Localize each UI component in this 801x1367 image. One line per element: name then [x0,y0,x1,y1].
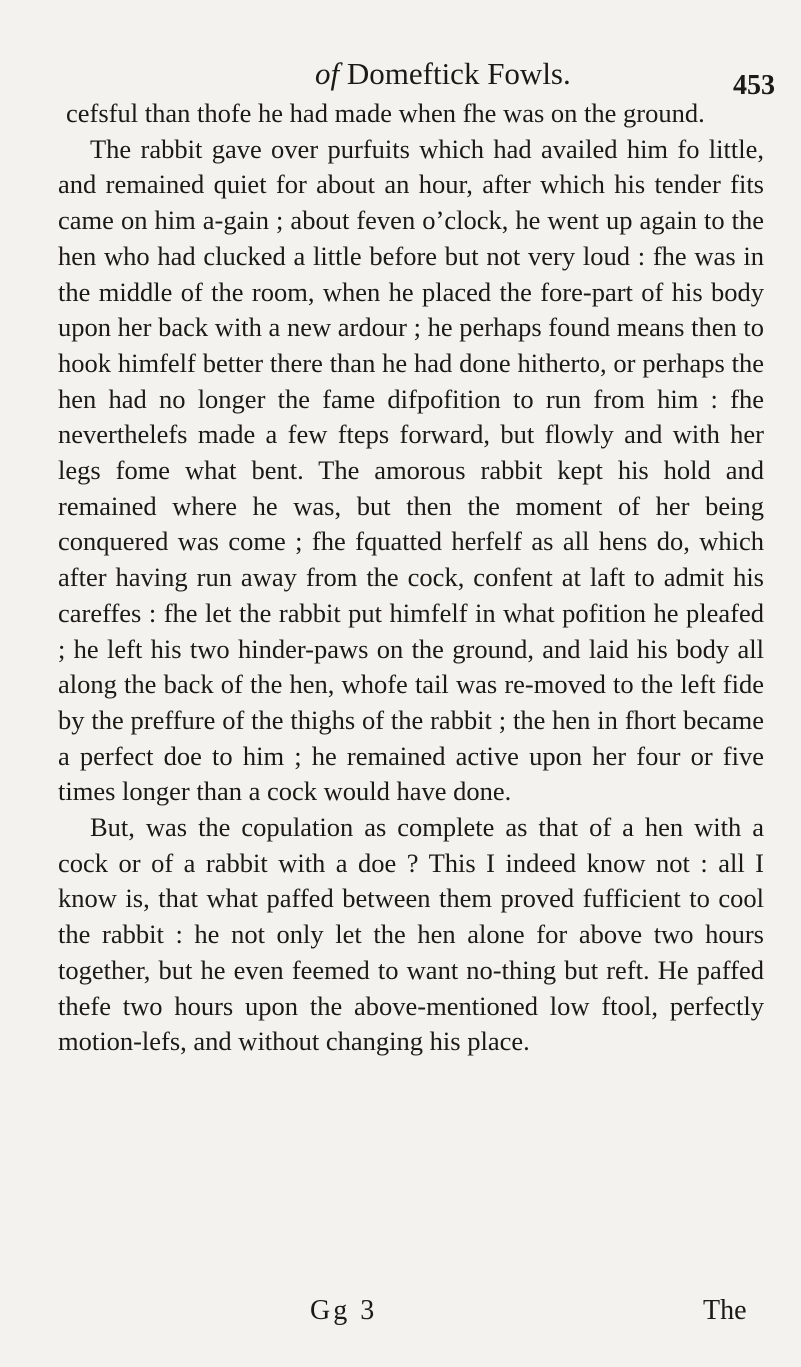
paragraph-rabbit-pursuit: The rabbit gave over purfuits which had availed him fo little, and remained quiet for about an hour, after which his tender fits came on him a-gain ; about feven o’clock, he went up again to the hen who had clucked a little before but not very loud : fhe was in the middle of the room, when he placed the fore-part of his body upon her back with a new ardour ; he perhaps found means then to hook himfelf better there than he had done hitherto, or perhaps the hen had no longer the fame difpofition to run from him : fhe neverthelefs made a few fteps forward, but flowly and with her legs fome what bent. The amorous rabbit kept his hold and remained where he was, but then the moment of her being conquered was come ; fhe fquatted herfelf as all hens do, which after having run away from the cock, confent at laft to admit his careffes : fhe let the rabbit put himfelf in what pofition he pleafed ; he left his two hinder-paws on the ground, and laid his body all along the back of the hen, whofe tail was re-moved to the left fide by the preffure of the thighs of the rabbit ; the hen in fhort became a perfect doe to him ; he remained active upon her four or five times longer than a cock would have done. [58,133,764,807]
page-number: 453 [733,70,775,101]
catchword: The [703,1295,747,1326]
paragraph-copulation-question: But, was the copulation as complete as that of a hen with a cock or of a rabbit with a doe ? This I indeed know not : all I know is, that what paffed between them proved fufficient to cool the rabbit : he not only let the hen alone for above two hours together, but he even feemed to want no-thing but reft. He paffed thefe two hours upon the above-mentioned low ftool, perfectly motion-lefs, and without changing his place. [58,812,764,1057]
body-text [58,96,764,1060]
signature-mark: Gg 3 [310,1295,378,1326]
running-title-text: Domeftick Fowls. [346,56,571,91]
running-title [315,56,571,92]
running-head [0,56,801,101]
running-title-prefix: of [315,56,340,91]
page-footer [0,1295,801,1335]
paragraph-continuation: cefsful than thofe he had made when fhe was on the ground. [66,98,705,128]
